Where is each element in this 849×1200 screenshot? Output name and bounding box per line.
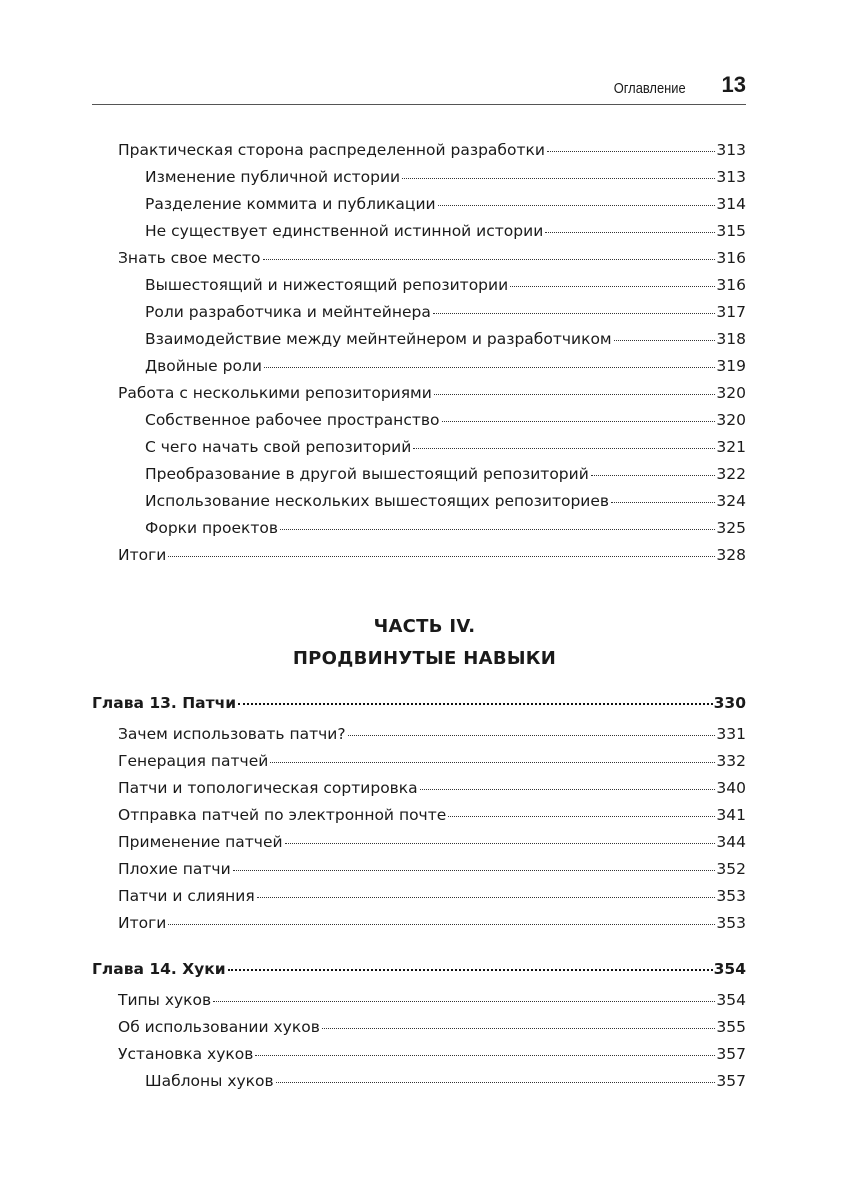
dot-leader bbox=[228, 969, 713, 971]
toc-entry-page: 315 bbox=[716, 222, 746, 240]
toc-entry-title: Применение патчей bbox=[118, 833, 283, 851]
toc-entry-page: 355 bbox=[716, 1018, 746, 1036]
toc-entry-page: 320 bbox=[716, 384, 746, 402]
part-heading-line2: ПРОДВИНУТЫЕ НАВЫКИ bbox=[292, 648, 557, 669]
dot-leader bbox=[168, 556, 715, 557]
toc-entry[interactable] bbox=[118, 991, 746, 1018]
toc-entry[interactable] bbox=[145, 168, 746, 195]
toc-entry-title: Не существует единственной истинной истории bbox=[145, 222, 544, 240]
toc-entry-page: 344 bbox=[716, 833, 746, 851]
dot-leader bbox=[238, 703, 713, 705]
dot-leader bbox=[547, 151, 715, 152]
toc-entry-page: 322 bbox=[716, 465, 746, 483]
toc-entry-title: Патчи и слияния bbox=[118, 887, 255, 905]
toc-entry-title: Вышестоящий и нижестоящий репозитории bbox=[145, 276, 509, 294]
dot-leader bbox=[322, 1028, 716, 1029]
toc-entry-title: Генерация патчей bbox=[118, 752, 269, 770]
dot-leader bbox=[614, 340, 716, 341]
dot-leader bbox=[448, 816, 715, 817]
running-header bbox=[92, 70, 746, 105]
toc-entry-title: Отправка патчей по электронной почте bbox=[118, 806, 447, 824]
toc-entry[interactable] bbox=[118, 779, 746, 806]
toc-entry-title: Шаблоны хуков bbox=[145, 1072, 274, 1090]
toc-entry[interactable] bbox=[145, 195, 746, 222]
toc-entry[interactable] bbox=[145, 411, 746, 438]
toc-entry[interactable] bbox=[145, 276, 746, 303]
toc-entry[interactable] bbox=[118, 806, 746, 833]
toc-entry[interactable] bbox=[118, 249, 746, 276]
toc-entry-title: Знать свое место bbox=[118, 249, 261, 267]
toc-entry-page: 340 bbox=[716, 779, 746, 797]
toc-entry[interactable] bbox=[118, 887, 746, 914]
dot-leader bbox=[442, 421, 716, 422]
toc-entry-page: 357 bbox=[716, 1045, 746, 1063]
toc-entry-page: 316 bbox=[716, 276, 746, 294]
toc-chapter-page: 330 bbox=[713, 694, 746, 712]
toc-entry-page: 316 bbox=[716, 249, 746, 267]
header-section-name: Оглавление bbox=[614, 80, 686, 97]
toc-entry[interactable] bbox=[118, 141, 746, 168]
toc-entry-page: 357 bbox=[716, 1072, 746, 1090]
dot-leader bbox=[263, 259, 716, 260]
part-heading-line1: ЧАСТЬ IV. bbox=[373, 616, 476, 637]
toc-entry[interactable] bbox=[118, 384, 746, 411]
toc-entry-page: 324 bbox=[716, 492, 746, 510]
dot-leader bbox=[255, 1055, 715, 1056]
toc-chapter-14[interactable] bbox=[92, 960, 746, 987]
dot-leader bbox=[213, 1001, 715, 1002]
toc-entry-page: 314 bbox=[716, 195, 746, 213]
toc-entry-page: 332 bbox=[716, 752, 746, 770]
dot-leader bbox=[276, 1082, 716, 1083]
toc-entry-title: Изменение публичной истории bbox=[145, 168, 401, 186]
toc-entry[interactable] bbox=[145, 357, 746, 384]
dot-leader bbox=[413, 448, 715, 449]
toc-entry-title: Об использовании хуков bbox=[118, 1018, 320, 1036]
toc-entry-title: Двойные роли bbox=[145, 357, 262, 375]
toc-entry[interactable] bbox=[118, 546, 746, 573]
toc-chapter-title: Глава 14. Хуки bbox=[92, 960, 226, 978]
toc-entry[interactable] bbox=[118, 914, 746, 941]
toc-entry-title: Установка хуков bbox=[118, 1045, 254, 1063]
dot-leader bbox=[285, 843, 716, 844]
toc-entry-title: С чего начать свой репозиторий bbox=[145, 438, 412, 456]
toc-entry[interactable] bbox=[145, 465, 746, 492]
toc-entry-page: 328 bbox=[716, 546, 746, 564]
toc-entry-page: 353 bbox=[716, 914, 746, 932]
toc-entry[interactable] bbox=[145, 222, 746, 249]
dot-leader bbox=[591, 475, 716, 476]
toc-entry[interactable] bbox=[145, 330, 746, 357]
toc-entry[interactable] bbox=[118, 725, 746, 752]
dot-leader bbox=[264, 367, 715, 368]
toc-entry-page: 313 bbox=[716, 141, 746, 159]
toc-entry-title: Использование нескольких вышестоящих репозиториев bbox=[145, 492, 610, 510]
toc-entry-page: 313 bbox=[716, 168, 746, 186]
toc-entry-page: 353 bbox=[716, 887, 746, 905]
toc-entry-page: 325 bbox=[716, 519, 746, 537]
toc-entry-title: Зачем использовать патчи? bbox=[118, 725, 346, 743]
toc-entry-title: Разделение коммита и публикации bbox=[145, 195, 436, 213]
toc-entry-page: 320 bbox=[716, 411, 746, 429]
toc-entry-page: 354 bbox=[716, 991, 746, 1009]
toc-entry-page: 331 bbox=[716, 725, 746, 743]
dot-leader bbox=[270, 762, 715, 763]
toc-entry-page: 352 bbox=[716, 860, 746, 878]
dot-leader bbox=[280, 529, 715, 530]
toc-entry-title: Взаимодействие между мейнтейнером и разработчиком bbox=[145, 330, 612, 348]
toc-entry[interactable] bbox=[118, 1045, 746, 1072]
toc-entry[interactable] bbox=[145, 492, 746, 519]
dot-leader bbox=[402, 178, 715, 179]
toc-entry-title: Итоги bbox=[118, 914, 167, 932]
toc-entry-title: Форки проектов bbox=[145, 519, 279, 537]
dot-leader bbox=[257, 897, 716, 898]
dot-leader bbox=[233, 870, 716, 871]
toc-entry-title: Итоги bbox=[118, 546, 167, 564]
toc-entry-page: 321 bbox=[716, 438, 746, 456]
toc-entry-title: Роли разработчика и мейнтейнера bbox=[145, 303, 431, 321]
toc-entry[interactable] bbox=[118, 860, 746, 887]
dot-leader bbox=[438, 205, 716, 206]
dot-leader bbox=[434, 394, 716, 395]
dot-leader bbox=[510, 286, 715, 287]
toc-entry-page: 318 bbox=[716, 330, 746, 348]
toc-entry-page: 341 bbox=[716, 806, 746, 824]
toc-entry-title: Собственное рабочее пространство bbox=[145, 411, 440, 429]
toc-entry[interactable] bbox=[145, 303, 746, 330]
toc-chapter-title: Глава 13. Патчи bbox=[92, 694, 237, 712]
header-page-number: 13 bbox=[721, 72, 746, 97]
toc-entry[interactable] bbox=[118, 752, 746, 779]
toc-entry[interactable] bbox=[145, 1072, 746, 1099]
toc-chapter-page: 354 bbox=[713, 960, 746, 978]
toc-entry[interactable] bbox=[118, 1018, 746, 1045]
toc-entry-title: Преобразование в другой вышестоящий репозиторий bbox=[145, 465, 589, 483]
toc-entry[interactable] bbox=[145, 438, 746, 465]
toc-entry-title: Патчи и топологическая сортировка bbox=[118, 779, 418, 797]
dot-leader bbox=[611, 502, 715, 503]
toc-chapter-13[interactable] bbox=[92, 694, 746, 721]
dot-leader bbox=[168, 924, 715, 925]
toc-entry-title: Типы хуков bbox=[118, 991, 212, 1009]
toc-entry-title: Работа с несколькими репозиториями bbox=[118, 384, 432, 402]
toc-entry-title: Практическая сторона распределенной разработки bbox=[118, 141, 545, 159]
toc-entry-page: 317 bbox=[716, 303, 746, 321]
dot-leader bbox=[420, 789, 716, 790]
dot-leader bbox=[348, 735, 716, 736]
toc-entry-title: Плохие патчи bbox=[118, 860, 231, 878]
toc-entry[interactable] bbox=[145, 519, 746, 546]
toc-entry[interactable] bbox=[118, 833, 746, 860]
toc-entry-page: 319 bbox=[716, 357, 746, 375]
dot-leader bbox=[433, 313, 716, 314]
dot-leader bbox=[545, 232, 715, 233]
